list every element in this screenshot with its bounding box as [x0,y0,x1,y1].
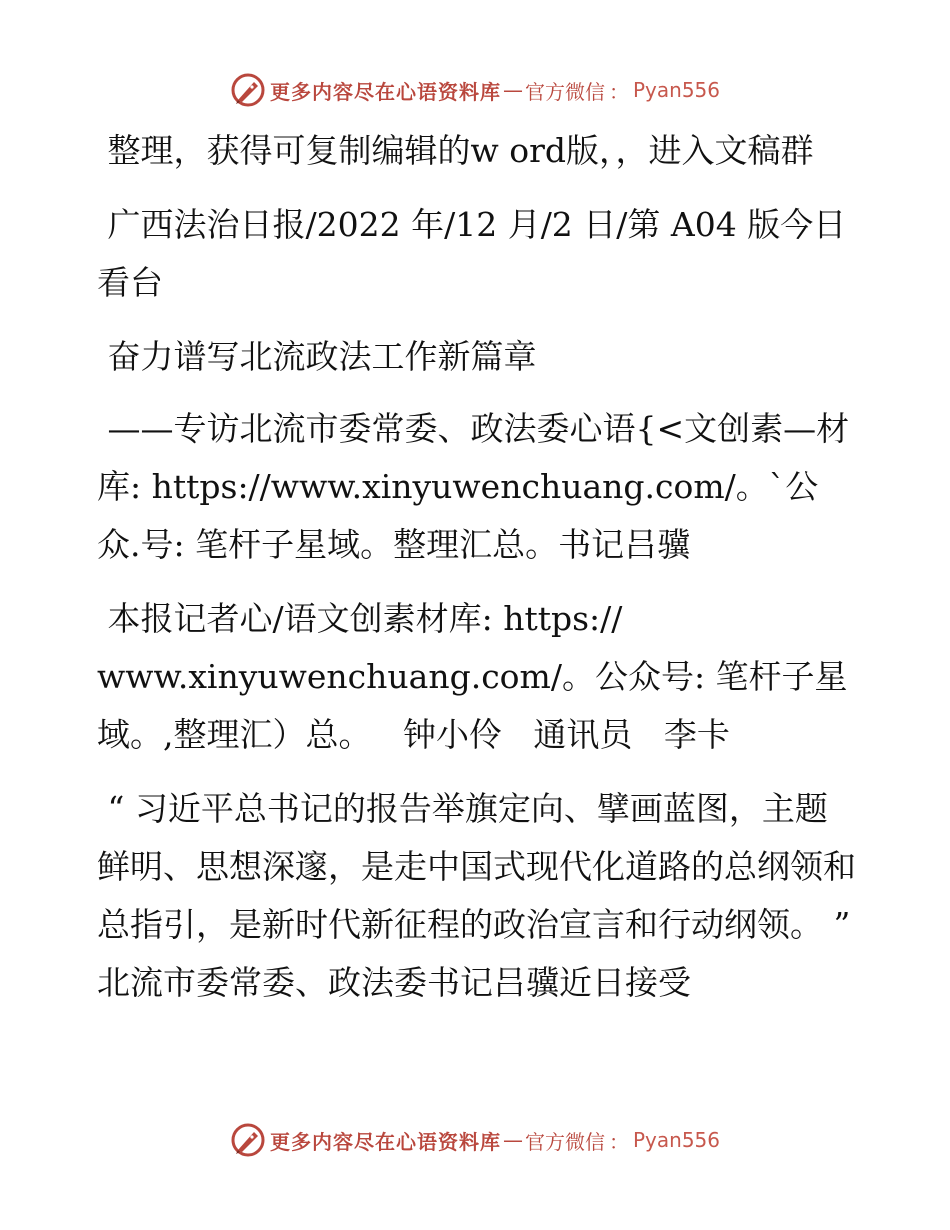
banner-wechat-id: Pyan556 [632,78,720,102]
banner-dash: — [502,78,523,102]
header-watermark-banner [0,70,950,110]
banner-separator: ： [608,1129,629,1154]
paragraph-source: 广西法治日报/2022 年/12 月/2 日/第 A04 版今日看台 [97,205,847,302]
banner-official-label: 官方微信 [524,1129,605,1154]
banner-text: 更多内容尽在心语资料库 [269,1129,501,1154]
banner-text: 更多内容尽在心语资料库 [269,79,501,104]
paragraph-body: “ 习近平总书记的报告举旗定向、擘画蓝图，主题鲜明、思想深邃，是走中国式现代化道路的总纲领和总指引，是新时代新征程的政治宣言和行动纲领。 ” 北流市委常委、政法委书记吕骥近日接受 [97,789,861,1002]
article-title: 奋力谱写北流政法工作新篇章 [97,337,537,376]
banner-dash: — [502,1128,523,1152]
footer-watermark-banner [0,1120,950,1160]
pen-nib-logo-icon [230,72,266,108]
paragraph-intro: 整理，获得可复制编辑的w ord版，，进入文稿群 [97,131,814,170]
article-subtitle: ——专访北流市委常委、政法委心语{<文创素—材库: https://www.xinyuwenchuang.com/。`公众.号: 笔杆子星域。整理汇总。书记吕骥 [97,409,850,564]
byline: 本报记者心/语文创素材库: https:// www.xinyuwenchuang.com/。公众号: 笔杆子星域。,整理汇）总。 钟小伶 通讯员 李卡 [97,599,848,754]
pen-nib-logo-icon [230,1122,266,1158]
document-body [97,122,861,1028]
banner-wechat-id: Pyan556 [632,1128,720,1152]
banner-separator: ： [608,79,629,104]
banner-official-label: 官方微信 [524,79,605,104]
